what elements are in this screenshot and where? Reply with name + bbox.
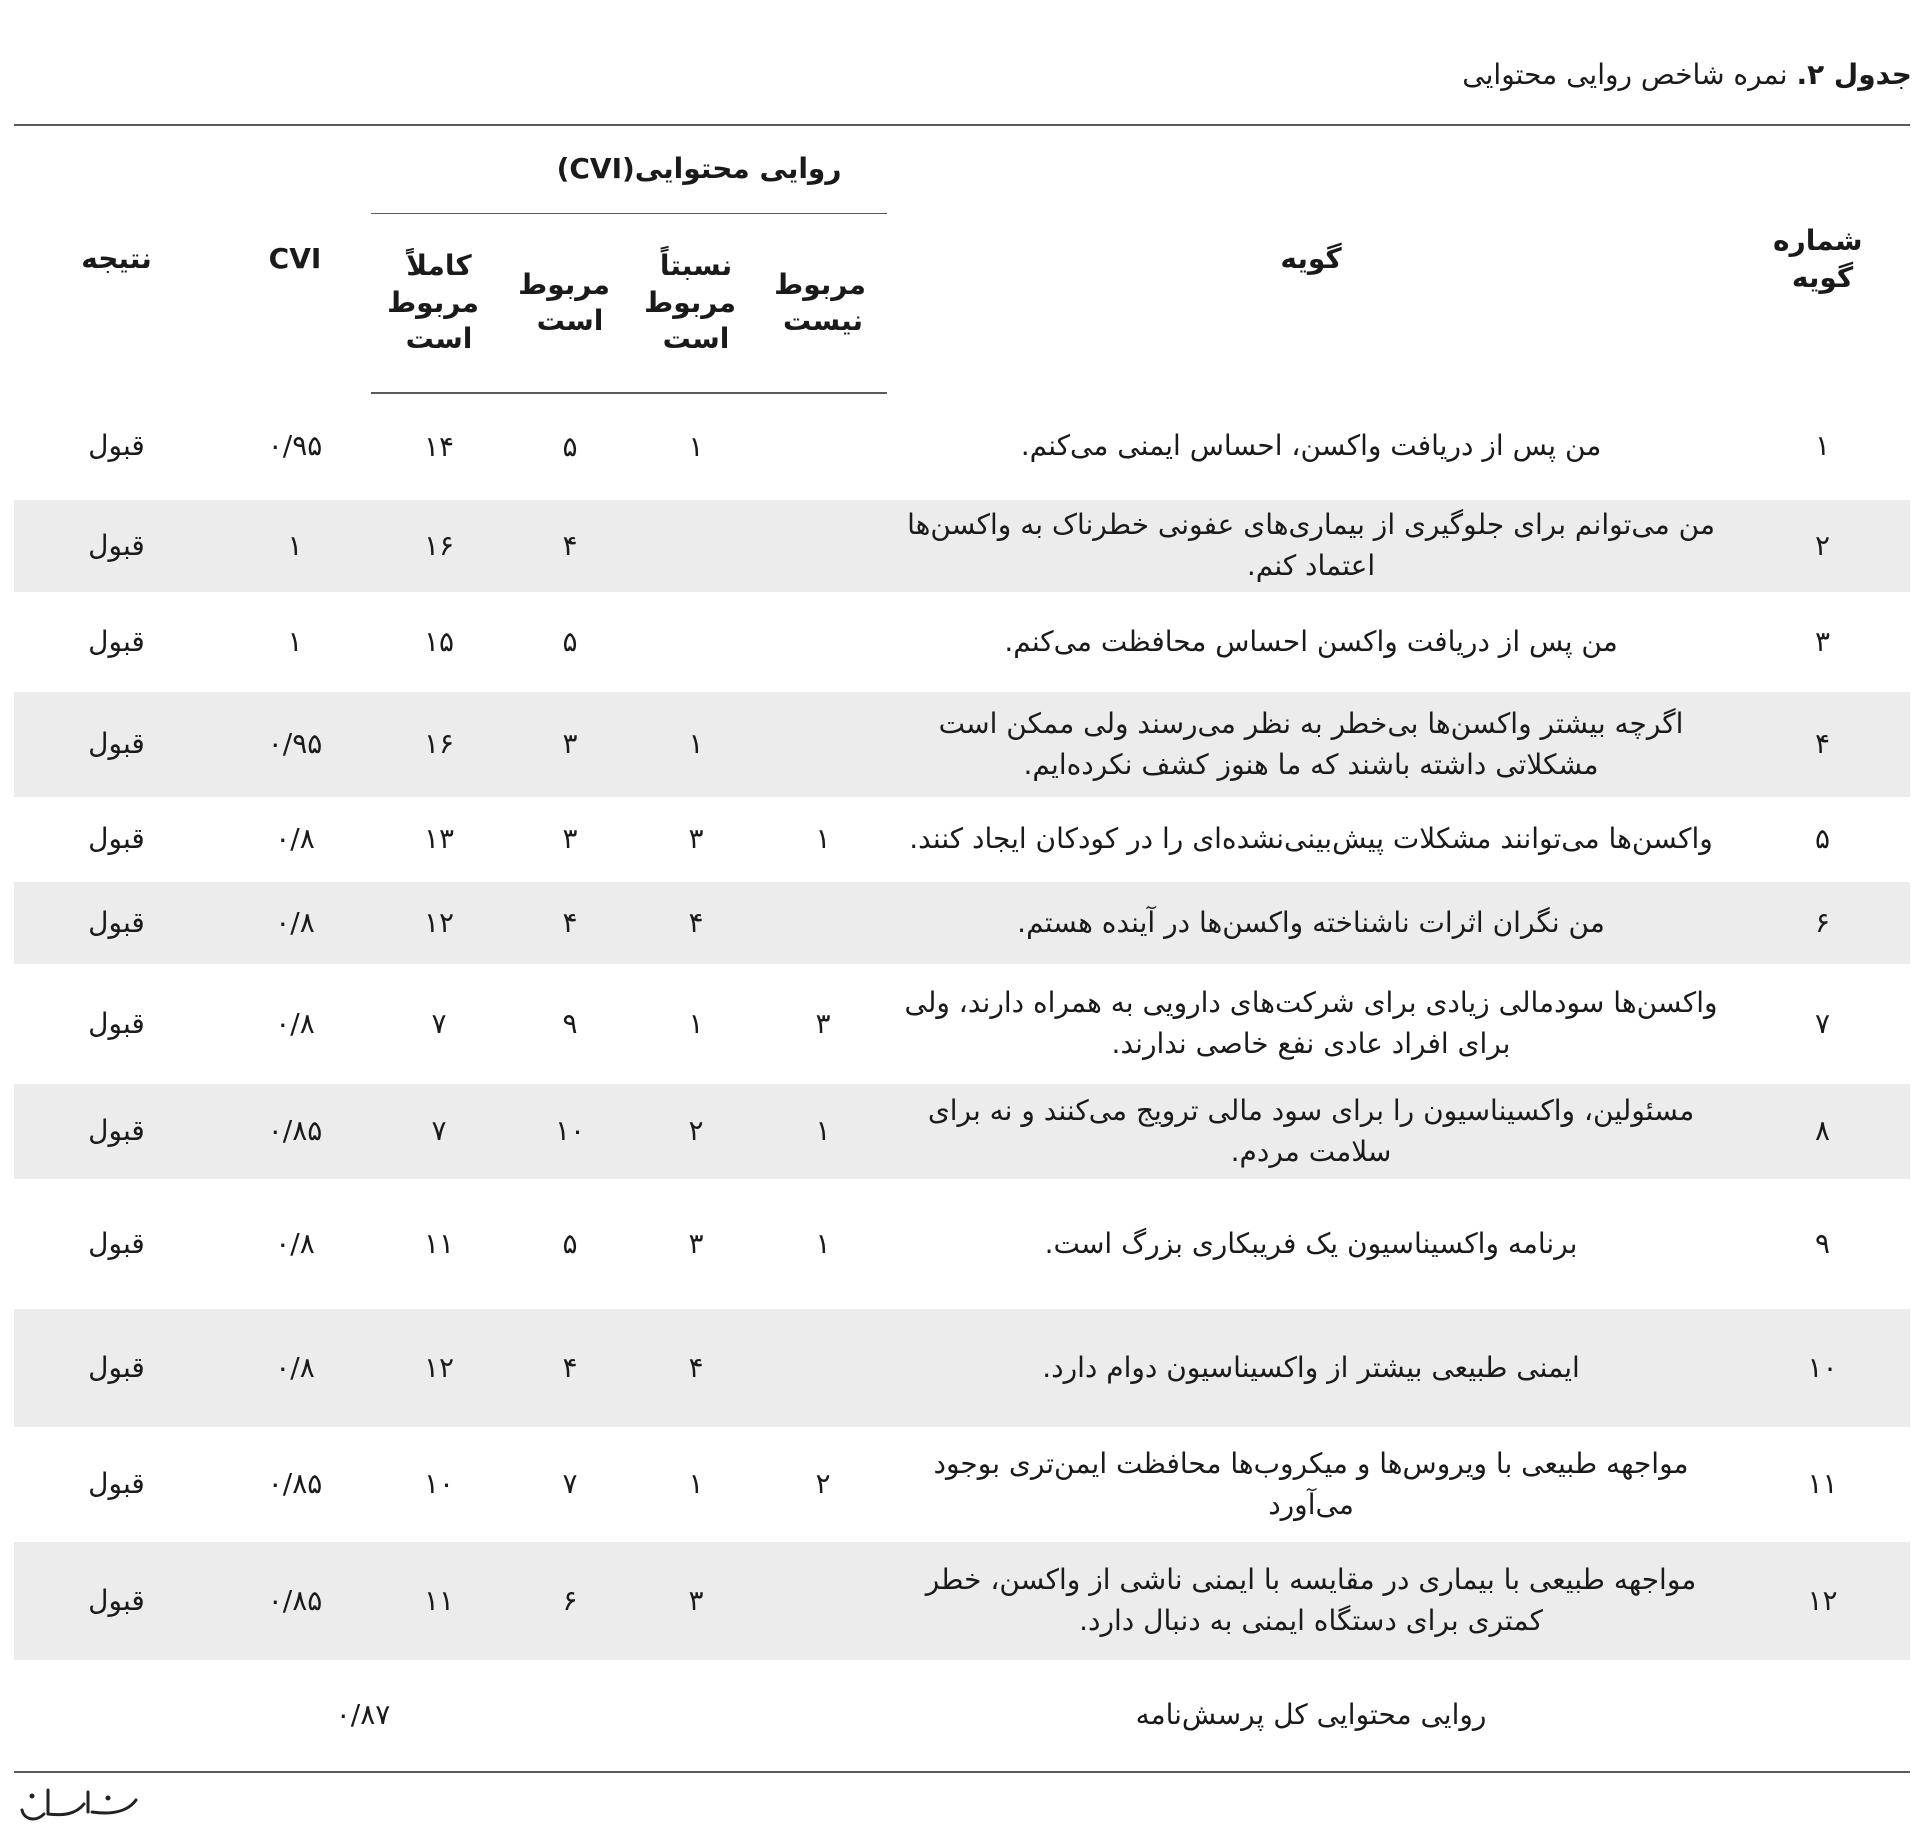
somewhat-relevant-cell: ۳ bbox=[688, 1226, 704, 1260]
highly-relevant-cell: ۷ bbox=[371, 1084, 507, 1179]
not-relevant-cell bbox=[759, 882, 887, 964]
total-label: روایی محتوایی کل پرسش‌نامه bbox=[1135, 1698, 1487, 1732]
cvi-cell: ۰/۹۵ bbox=[219, 692, 371, 797]
header-somewhat-relevant: نسبتاً مربوط است bbox=[633, 214, 759, 394]
statement-cell: اگرچه بیشتر واکسن‌ها بی‌خطر به نظر می‌رسند ولی ممکن است مشکلاتی داشته باشند که ما هنوز کشف نکرده‌ایم. bbox=[887, 692, 1735, 797]
not-relevant-cell: ۳ bbox=[815, 1006, 831, 1040]
table-row bbox=[14, 1179, 1910, 1309]
cvi-cell: ۰/۸۵ bbox=[219, 1542, 371, 1660]
relevant-cell: ۴ bbox=[507, 882, 633, 964]
total-value: ۰/۸۷ bbox=[335, 1698, 391, 1732]
somewhat-relevant-cell: ۳ bbox=[688, 822, 704, 856]
item-number-cell: ۴ bbox=[1735, 692, 1910, 797]
result-cell: قبول bbox=[14, 882, 219, 964]
not-relevant-cell: ۱ bbox=[759, 1084, 887, 1179]
statement-cell: مواجهه طبیعی با ویروس‌ها و میکروب‌ها محافظت ایمن‌تری بوجود می‌آورد bbox=[933, 1446, 1689, 1521]
cvi-cell: ۰/۸ bbox=[219, 1309, 371, 1427]
statement-cell: واکسن‌ها می‌توانند مشکلات پیش‌بینی‌نشده‌ای را در کودکان ایجاد کنند. bbox=[909, 822, 1713, 856]
cvi-cell: ۰/۸ bbox=[275, 1226, 315, 1260]
somewhat-relevant-cell: ۳ bbox=[633, 1542, 759, 1660]
highly-relevant-cell: ۱۵ bbox=[423, 624, 455, 658]
table-body bbox=[14, 393, 1910, 1660]
highly-relevant-cell: ۱۲ bbox=[371, 882, 507, 964]
cvi-table bbox=[14, 124, 1910, 1773]
statement-cell: ایمنی طبیعی بیشتر از واکسیناسیون دوام دارد. bbox=[887, 1309, 1735, 1427]
cvi-cell: ۰/۸ bbox=[219, 882, 371, 964]
somewhat-relevant-cell bbox=[633, 592, 759, 692]
table-header bbox=[14, 125, 1910, 393]
salmand-signature-logo bbox=[14, 1770, 142, 1830]
result-cell: قبول bbox=[88, 429, 145, 463]
result-cell: قبول bbox=[88, 822, 145, 856]
caption-text: نمره شاخص روایی محتوایی bbox=[1462, 58, 1788, 91]
highly-relevant-cell: ۷ bbox=[431, 1006, 447, 1040]
not-relevant-cell: ۱ bbox=[815, 1226, 831, 1260]
item-number-cell: ۹ bbox=[1814, 1226, 1831, 1260]
table-caption bbox=[1462, 58, 1912, 91]
result-cell: قبول bbox=[14, 692, 219, 797]
highly-relevant-cell: ۱۳ bbox=[423, 822, 455, 856]
relevant-cell: ۵ bbox=[562, 429, 578, 463]
statement-cell: واکسن‌ها سودمالی زیادی برای شرکت‌های دارویی به همراه دارند، ولی برای افراد عادی نفع خاصی ندارند. bbox=[904, 986, 1718, 1060]
header-result: نتیجه bbox=[81, 242, 152, 276]
relevant-cell: ۳ bbox=[562, 822, 578, 856]
item-number-cell: ۱۲ bbox=[1735, 1542, 1910, 1660]
item-number-cell: ۷ bbox=[1814, 1006, 1831, 1040]
item-number-cell: ۱۱ bbox=[1807, 1467, 1838, 1501]
table-footer bbox=[14, 1660, 1910, 1772]
not-relevant-cell bbox=[759, 592, 887, 692]
somewhat-relevant-cell: ۲ bbox=[633, 1084, 759, 1179]
not-relevant-cell bbox=[759, 692, 887, 797]
statement-cell: من می‌توانم برای جلوگیری از بیماری‌های عفونی خطرناک به واکسن‌ها اعتماد کنم. bbox=[887, 500, 1735, 592]
result-cell: قبول bbox=[14, 500, 219, 592]
not-relevant-cell bbox=[759, 1309, 887, 1427]
table-row bbox=[14, 692, 1910, 797]
highly-relevant-cell: ۱۶ bbox=[371, 692, 507, 797]
item-number-cell: ۱۰ bbox=[1735, 1309, 1910, 1427]
item-number-cell: ۳ bbox=[1814, 624, 1831, 658]
table-row bbox=[14, 393, 1910, 500]
statement-cell: من نگران اثرات ناشناخته واکسن‌ها در آینده هستم. bbox=[887, 882, 1735, 964]
statement-cell: مسئولین، واکسیناسیون را برای سود مالی ترویج می‌کنند و نه برای سلامت مردم. bbox=[887, 1084, 1735, 1179]
result-cell: قبول bbox=[14, 1542, 219, 1660]
not-relevant-cell bbox=[759, 393, 887, 500]
table-row bbox=[14, 1427, 1910, 1542]
header-statement: گویه bbox=[1280, 242, 1342, 276]
cvi-cell: ۰/۸۵ bbox=[219, 1084, 371, 1179]
highly-relevant-cell: ۱۱ bbox=[423, 1226, 455, 1260]
not-relevant-cell: ۲ bbox=[815, 1467, 831, 1501]
table-row bbox=[14, 882, 1910, 964]
item-number-cell: ۱ bbox=[1814, 429, 1831, 463]
relevant-cell: ۳ bbox=[507, 692, 633, 797]
cvi-cell: ۰/۸ bbox=[275, 1006, 315, 1040]
statement-cell: من پس از دریافت واکسن، احساس ایمنی می‌کنم. bbox=[1020, 429, 1602, 463]
cvi-cell: ۱ bbox=[287, 624, 303, 658]
not-relevant-cell bbox=[759, 1542, 887, 1660]
not-relevant-cell: ۱ bbox=[815, 822, 831, 856]
somewhat-relevant-cell bbox=[633, 500, 759, 592]
header-cvi-group: روایی محتوایی(CVI) bbox=[371, 125, 887, 214]
table-row bbox=[14, 500, 1910, 592]
table-row bbox=[14, 1309, 1910, 1427]
cvi-cell: ۰/۸۵ bbox=[267, 1467, 323, 1501]
result-cell: قبول bbox=[88, 1467, 145, 1501]
result-cell: قبول bbox=[88, 624, 145, 658]
header-relevant: مربوط است bbox=[507, 214, 633, 394]
somewhat-relevant-cell: ۴ bbox=[633, 882, 759, 964]
somewhat-relevant-cell: ۱ bbox=[688, 1006, 704, 1040]
table-row bbox=[14, 797, 1910, 882]
item-number-cell: ۶ bbox=[1735, 882, 1910, 964]
relevant-cell: ۵ bbox=[562, 1226, 578, 1260]
relevant-cell: ۴ bbox=[507, 1309, 633, 1427]
somewhat-relevant-cell: ۴ bbox=[633, 1309, 759, 1427]
header-item-number: شماره گویه bbox=[1773, 224, 1863, 294]
cvi-cell: ۰/۹۵ bbox=[267, 429, 323, 463]
statement-cell: مواجهه طبیعی با بیماری در مقایسه با ایمنی ناشی از واکسن، خطر کمتری برای دستگاه ایمنی به دنبال دارد. bbox=[887, 1542, 1735, 1660]
header-highly-relevant: کاملاً مربوط است bbox=[371, 214, 507, 394]
relevant-cell: ۶ bbox=[507, 1542, 633, 1660]
header-cvi: CVI bbox=[268, 242, 322, 276]
not-relevant-cell bbox=[759, 500, 887, 592]
item-number-cell: ۲ bbox=[1735, 500, 1910, 592]
header-not-relevant: مربوط نیست bbox=[759, 214, 887, 394]
highly-relevant-cell: ۱۶ bbox=[371, 500, 507, 592]
result-cell: قبول bbox=[88, 1226, 145, 1260]
table-row bbox=[14, 964, 1910, 1084]
highly-relevant-cell: ۱۱ bbox=[371, 1542, 507, 1660]
relevant-cell: ۱۰ bbox=[507, 1084, 633, 1179]
item-number-cell: ۸ bbox=[1735, 1084, 1910, 1179]
caption-label: جدول ۲. bbox=[1796, 58, 1912, 91]
table-row bbox=[14, 592, 1910, 692]
relevant-cell: ۹ bbox=[562, 1006, 578, 1040]
highly-relevant-cell: ۱۲ bbox=[371, 1309, 507, 1427]
somewhat-relevant-cell: ۱ bbox=[633, 692, 759, 797]
result-cell: قبول bbox=[14, 1084, 219, 1179]
highly-relevant-cell: ۱۴ bbox=[423, 429, 455, 463]
total-row bbox=[14, 1660, 1910, 1772]
result-cell: قبول bbox=[88, 1006, 145, 1040]
relevant-cell: ۴ bbox=[507, 500, 633, 592]
statement-cell: من پس از دریافت واکسن احساس محافظت می‌کنم. bbox=[1004, 624, 1618, 658]
item-number-cell: ۵ bbox=[1814, 822, 1831, 856]
somewhat-relevant-cell: ۱ bbox=[688, 429, 704, 463]
relevant-cell: ۷ bbox=[562, 1467, 578, 1501]
result-cell: قبول bbox=[14, 1309, 219, 1427]
cvi-cell: ۱ bbox=[219, 500, 371, 592]
table-row bbox=[14, 1542, 1910, 1660]
statement-cell: برنامه واکسیناسیون یک فریبکاری بزرگ است. bbox=[1044, 1226, 1578, 1260]
somewhat-relevant-cell: ۱ bbox=[688, 1467, 704, 1501]
table-row bbox=[14, 1084, 1910, 1179]
relevant-cell: ۵ bbox=[562, 624, 578, 658]
cvi-cell: ۰/۸ bbox=[275, 822, 315, 856]
highly-relevant-cell: ۱۰ bbox=[423, 1467, 455, 1501]
